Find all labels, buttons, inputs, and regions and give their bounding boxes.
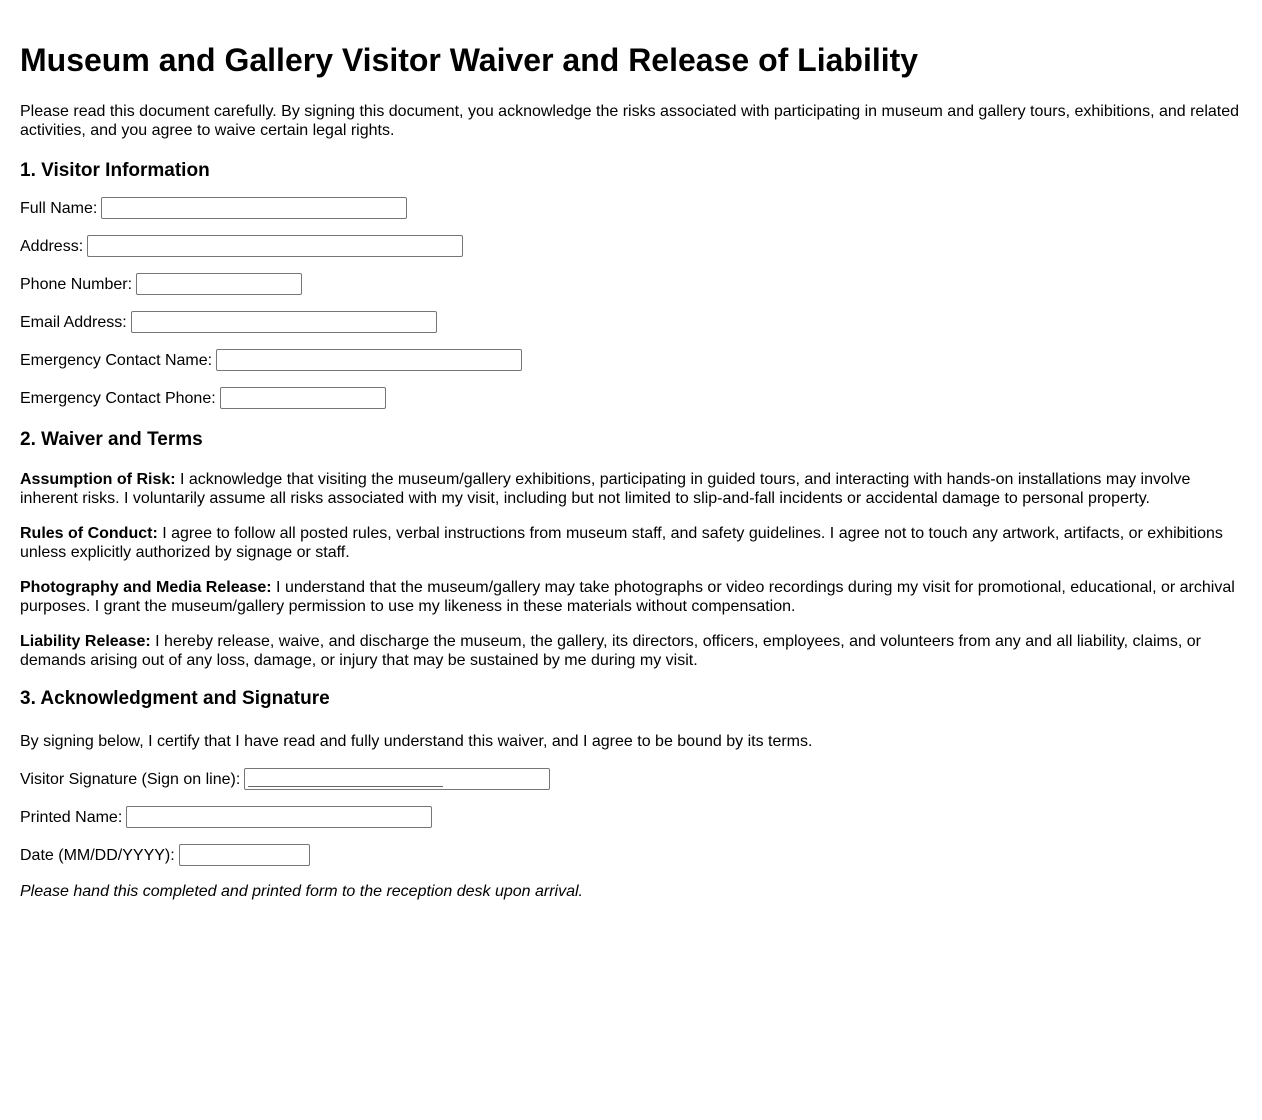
date-label: Date (MM/DD/YYYY): xyxy=(20,846,175,864)
term-text: I understand that the museum/gallery may take photographs or video recordings during my visit for promotional, educational, or archival purposes. I grant the museum/gallery permission to use my likeness in these materials without compensation. xyxy=(20,579,1235,615)
term-text: I acknowledge that visiting the museum/gallery exhibitions, participating in guided tours, and interacting with hands-on installations may involve inherent risks. I voluntarily assume all risks associated with my visit, including but not limited to slip-and-fall incidents or accidental damage to personal property. xyxy=(20,471,1191,507)
phone-input[interactable] xyxy=(136,273,302,295)
emergency-name-label: Emergency Contact Name: xyxy=(20,351,213,369)
date-row xyxy=(20,844,1242,866)
email-input[interactable] xyxy=(131,311,437,333)
signature-input[interactable] xyxy=(244,768,550,790)
emergency-phone-input[interactable] xyxy=(220,387,386,409)
visitor-info-heading: 1. Visitor Information xyxy=(20,160,210,181)
printed-name-label: Printed Name: xyxy=(20,808,123,826)
full-name-input[interactable] xyxy=(101,197,407,219)
printed-name-row xyxy=(20,806,1242,828)
signature-row xyxy=(20,768,1242,790)
term-text: I hereby release, waive, and discharge the museum, the gallery, its directors, officers, employees, and volunteers from any and all liability, claims, or demands arising out of any loss, damage, or injury that may be sustained by me during my visit. xyxy=(20,633,1201,669)
address-row xyxy=(20,235,1242,257)
term-text: I agree to follow all posted rules, verbal instructions from museum staff, and safety guidelines. I agree not to touch any artwork, artifacts, or exhibitions unless explicitly authorized by signage or staff. xyxy=(20,525,1223,561)
rules-of-conduct-term xyxy=(20,524,1242,562)
address-input[interactable] xyxy=(87,235,463,257)
full-name-label: Full Name: xyxy=(20,199,98,217)
acknowledgment-text: By signing below, I certify that I have read and fully understand this waiver, and I agree to be bound by its terms. xyxy=(20,733,813,750)
closing-note: Please hand this completed and printed form to the reception desk upon arrival. xyxy=(20,883,583,900)
date-input[interactable] xyxy=(179,844,310,866)
printed-name-input[interactable] xyxy=(126,806,432,828)
term-heading: Liability Release: xyxy=(20,633,151,650)
signature-label: Visitor Signature (Sign on line): xyxy=(20,770,241,788)
term-heading: Rules of Conduct: xyxy=(20,525,158,542)
phone-label: Phone Number: xyxy=(20,275,133,293)
emergency-phone-label: Emergency Contact Phone: xyxy=(20,389,216,407)
acknowledgment-heading: 3. Acknowledgment and Signature xyxy=(20,688,330,709)
term-heading: Assumption of Risk: xyxy=(20,471,176,488)
emergency-name-row xyxy=(20,349,1242,371)
waiver-terms-heading: 2. Waiver and Terms xyxy=(20,429,203,450)
full-name-row xyxy=(20,197,1242,219)
email-label: Email Address: xyxy=(20,313,127,331)
liability-release-term xyxy=(20,632,1242,670)
address-label: Address: xyxy=(20,237,84,255)
intro-paragraph: Please read this document carefully. By signing this document, you acknowledge the risks associated with participating in museum and gallery tours, exhibitions, and related activities, and you agree to waive certain legal rights. xyxy=(20,103,1240,139)
phone-row xyxy=(20,273,1242,295)
media-release-term xyxy=(20,578,1242,616)
email-row xyxy=(20,311,1242,333)
term-heading: Photography and Media Release: xyxy=(20,579,272,596)
emergency-name-input[interactable] xyxy=(216,349,522,371)
page-title: Museum and Gallery Visitor Waiver and Release of Liability xyxy=(20,42,919,78)
assumption-of-risk-term xyxy=(20,470,1242,508)
emergency-phone-row xyxy=(20,387,1242,409)
